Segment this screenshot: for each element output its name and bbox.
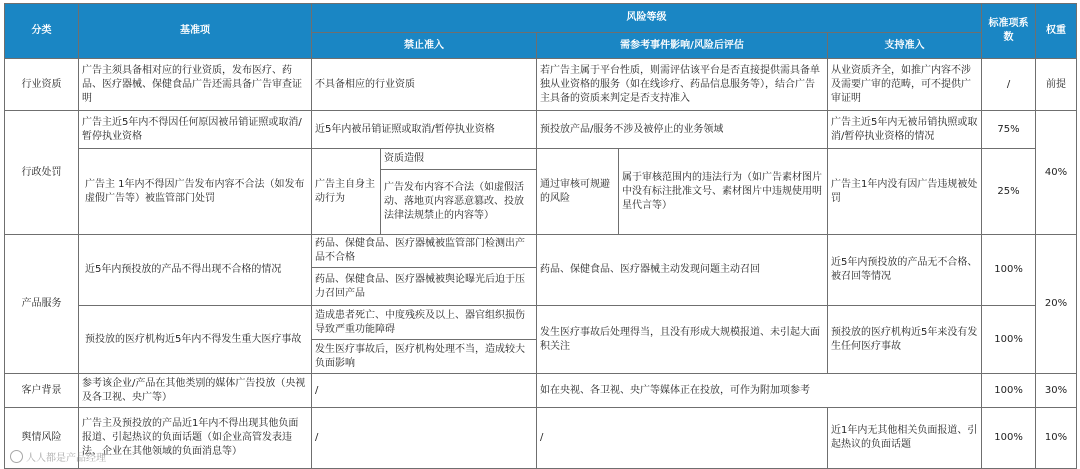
product-r1-baseline: 近5年内预投放的产品不得出现不合格的情况	[79, 235, 312, 306]
category-product-service: 产品服务	[5, 235, 79, 374]
risk-assessment-table	[4, 3, 1077, 469]
header-coefficient: 标准项系数	[982, 4, 1036, 59]
admin-r2-prohibited-b: 广告发布内容不合法（如虚假活动、落地页内容恶意篡改、投放法律法规禁止的内容等）	[381, 170, 537, 235]
industry-prohibited: 不具备相应的行业资质	[312, 59, 537, 111]
customer-coefficient: 100%	[982, 374, 1036, 408]
admin-weight: 40%	[1036, 111, 1077, 235]
header-baseline: 基准项	[79, 4, 312, 59]
product-r2-prohibited-a: 造成患者死亡、中度残疾及以上、器官组织损伤导致严重功能障碍	[312, 306, 537, 340]
header-reference: 需参考事件影响/风险后评估	[537, 33, 828, 59]
product-r1-prohibited-a: 药品、保健食品、医疗器械被监管部门检测出产品不合格	[312, 235, 537, 268]
product-r1-prohibited-b: 药品、保健食品、医疗器械被舆论曝光后迫于压力召回产品	[312, 268, 537, 306]
opinion-baseline: 广告主及预投放的产品近1年内不得出现其他负面报道、引起热议的负面话题（如企业高管发表违法、企业在其他领域的负面消息等）	[79, 408, 312, 469]
header-category: 分类	[5, 4, 79, 59]
product-r2-support: 预投放的医疗机构近5年来没有发生任何医疗事故	[828, 306, 982, 374]
admin-r2-baseline: 广告主 1年内不得因广告发布内容不合法（如发布虚假广告等）被监管部门处罚	[79, 149, 312, 235]
industry-baseline: 广告主须具备相对应的行业资质，发布医疗、药品、医疗器械、保健食品广告还需具备广告审查证明	[79, 59, 312, 111]
product-weight: 20%	[1036, 235, 1077, 374]
admin-r1-prohibited: 近5年内被吊销证照或取消/暂停执业资格	[312, 111, 537, 149]
product-r2-prohibited-b: 发生医疗事故后，医疗机构处理不当，造成较大负面影响	[312, 340, 537, 374]
customer-weight: 30%	[1036, 374, 1077, 408]
admin-r2-prohibited-a: 资质造假	[381, 149, 537, 170]
watermark	[10, 449, 106, 464]
admin-r2-coefficient: 25%	[982, 149, 1036, 235]
opinion-prohibited: /	[312, 408, 537, 469]
admin-r1-support: 广告主近5年内无被吊销执照或取消/暂停执业资格的情况	[828, 111, 982, 149]
header-weight: 权重	[1036, 4, 1077, 59]
category-customer-background: 客户背景	[5, 374, 79, 408]
header-support: 支持准入	[828, 33, 982, 59]
product-r1-coefficient: 100%	[982, 235, 1036, 306]
admin-r2-prohibited-label: 广告主自身主动行为	[312, 149, 381, 235]
admin-r2-reference-label: 通过审核可规避的风险	[537, 149, 619, 235]
customer-prohibited: /	[312, 374, 537, 408]
header-prohibited: 禁止准入	[312, 33, 537, 59]
admin-r1-coefficient: 75%	[982, 111, 1036, 149]
opinion-reference: /	[537, 408, 828, 469]
header-risk-level: 风险等级	[312, 4, 982, 33]
admin-r2-support: 广告主1年内没有因广告违规被处罚	[828, 149, 982, 235]
industry-coefficient: /	[982, 59, 1036, 111]
category-admin-penalty: 行政处罚	[5, 111, 79, 235]
category-public-opinion: 舆情风险	[5, 408, 79, 469]
customer-baseline: 参考该企业/产品在其他类别的媒体广告投放（央视及各卫视、央广等）	[79, 374, 312, 408]
opinion-support: 近1年内无其他相关负面报道、引起热议的负面话题	[828, 408, 982, 469]
product-r2-reference: 发生医疗事故后处理得当，且没有形成大规模报道、未引起大面积关注	[537, 306, 828, 374]
product-r1-support: 近5年内预投放的产品无不合格、被召回等情况	[828, 235, 982, 306]
product-r2-baseline: 预投放的医疗机构近5年内不得发生重大医疗事故	[79, 306, 312, 374]
opinion-weight: 10%	[1036, 408, 1077, 469]
category-industry: 行业资质	[5, 59, 79, 111]
product-r2-coefficient: 100%	[982, 306, 1036, 374]
risk-assessment-table-container	[4, 3, 1076, 465]
admin-r1-reference: 预投放产品/服务不涉及被停止的业务领域	[537, 111, 828, 149]
product-r1-reference: 药品、保健食品、医疗器械主动发现问题主动召回	[537, 235, 828, 306]
industry-support: 从业资质齐全，如推广内容不涉及需要广审的范畴，可不提供广审证明	[828, 59, 982, 111]
opinion-coefficient: 100%	[982, 408, 1036, 469]
customer-reference-support: 如在央视、各卫视、央广等媒体正在投放，可作为附加项参考	[537, 374, 982, 408]
industry-reference: 若广告主属于平台性质，则需评估该平台是否直接提供需具备单独从业资格的服务（如在线诊疗、药品信息服务等），结合广告主具备的资质来判定是否支持准入	[537, 59, 828, 111]
industry-weight: 前提	[1036, 59, 1077, 111]
admin-r2-reference-detail: 属于审核范围内的违法行为（如广告素材图片中没有标注批准文号、素材图片中违规使用明星代言等）	[619, 149, 828, 235]
admin-r1-baseline: 广告主近5年内不得因任何原因被吊销证照或取消/暂停执业资格	[79, 111, 312, 149]
watermark-text: 人人都是产品经理	[26, 453, 106, 464]
watermark-logo-icon	[10, 450, 23, 463]
